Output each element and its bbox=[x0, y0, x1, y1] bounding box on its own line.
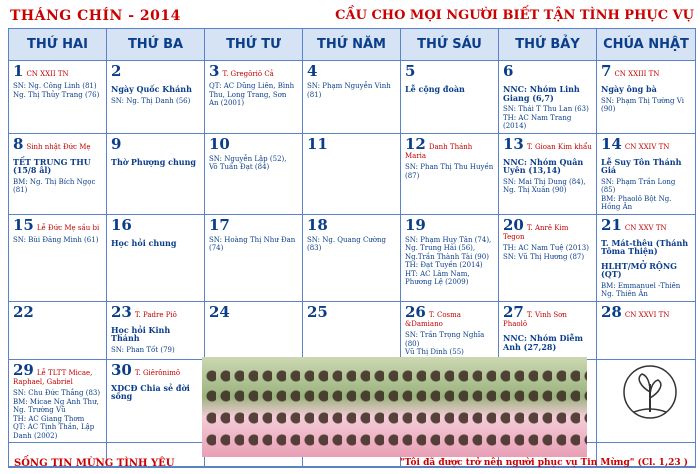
liturgy-note: CN XXII TN bbox=[26, 70, 69, 78]
liturgy-note: T. Vinh Sơn Phaolô bbox=[503, 310, 567, 328]
detail-line: BM: Ng. Thị Bích Ngọc (81) bbox=[13, 177, 96, 194]
day-number: 14 bbox=[601, 134, 622, 153]
event: NNC: Nhóm Linh Giang (6,7) bbox=[503, 84, 580, 103]
day-cell-9 bbox=[107, 134, 205, 215]
day-header-5: THỨ SÁU bbox=[401, 29, 499, 61]
detail-line: Vũ Thị Dinh (55) bbox=[405, 348, 464, 356]
day-header-2: THỨ BA bbox=[107, 29, 205, 61]
day-number: 24 bbox=[209, 302, 230, 321]
day-number: 5 bbox=[405, 62, 416, 80]
detail-line: SN: Phạm Nguyễn Vinh (81) bbox=[307, 82, 391, 99]
liturgy-note: Sinh nhật Đức Mẹ bbox=[26, 142, 91, 151]
detail-line: SN: Nguyễn Lập (52), bbox=[209, 154, 287, 163]
event: Ngày Quốc Khánh bbox=[111, 84, 192, 94]
event: Thờ Phượng chung bbox=[111, 156, 196, 167]
detail-line: Ng. Thị Thủy Trang (76) bbox=[13, 90, 100, 99]
day-number: 1 bbox=[13, 62, 24, 80]
event: NNC: Nhóm Quân Uyên (13,14) bbox=[503, 156, 584, 175]
day-cell-5 bbox=[401, 61, 499, 134]
day-cell-10 bbox=[205, 134, 303, 215]
day-number: 13 bbox=[503, 134, 524, 153]
day-cell-25 bbox=[303, 302, 401, 360]
detail-line: SN: Ng. Thị Danh (56) bbox=[111, 96, 191, 105]
detail-line: Ng.Trần Thành Tài (90) bbox=[405, 252, 489, 261]
liturgy-note: CN XXIV TN bbox=[624, 142, 670, 151]
month-title: THÁNG CHÍN - 2014 bbox=[10, 8, 181, 24]
day-number: 11 bbox=[307, 134, 328, 153]
day-header-1: THỨ HAI bbox=[9, 29, 107, 61]
day-number: 23 bbox=[111, 302, 132, 321]
detail-line: TH: AC Nam Trang (2014) bbox=[503, 113, 572, 130]
day-number: 12 bbox=[405, 134, 426, 153]
footer-quote: "Tôi đã được trở nên người phục vụ Tin Mừng" (Cl. 1,23 ) bbox=[399, 458, 688, 468]
day-number: 10 bbox=[209, 134, 230, 153]
day-number: 18 bbox=[307, 215, 328, 234]
event: Học hỏi Kinh Thánh bbox=[111, 324, 171, 343]
detail-line: SN: Hoàng Thị Như Đan (74) bbox=[209, 235, 296, 252]
detail-line: SN: Bùi Đăng Minh (61) bbox=[13, 235, 99, 244]
liturgy-note: Lễ Đức Mẹ sầu bi bbox=[36, 223, 100, 232]
day-number: 20 bbox=[503, 215, 524, 234]
day-number: 22 bbox=[13, 302, 34, 321]
detail-line: SN: Phạm Huy Tân (74), bbox=[405, 235, 492, 244]
day-cell-7 bbox=[597, 61, 695, 134]
detail-line: SN: Phạm Thị Tường Vi (90) bbox=[601, 96, 684, 113]
day-header-7: CHÚA NHẬT bbox=[597, 29, 695, 61]
detail-line: Ng. Thiên Ân bbox=[601, 290, 648, 298]
liturgy-note: T. Padre Piô bbox=[134, 310, 177, 319]
day-number: 8 bbox=[13, 134, 24, 153]
day-cell-3 bbox=[205, 61, 303, 134]
day-number: 21 bbox=[601, 215, 622, 234]
detail-line: TH: AC Giang Thơm bbox=[13, 414, 85, 423]
day-cell-15 bbox=[9, 215, 107, 302]
event: XDCĐ Chia sẻ đời sống bbox=[111, 382, 190, 401]
event: NNC: Nhóm Diễm Anh (27,28) bbox=[503, 333, 583, 352]
detail-line: BM: Phaolô Bột Ng. Hồng Ân bbox=[601, 194, 672, 211]
liturgy-note: CN XXIII TN bbox=[614, 70, 660, 78]
day-cell-14 bbox=[597, 134, 695, 215]
liturgy-note: T. Gioan Kim khẩu bbox=[526, 142, 592, 151]
detail-line: SN: Thái T Thu Lan (63) bbox=[503, 105, 589, 113]
day-number: 2 bbox=[111, 62, 122, 80]
liturgy-note: T. Gregôriô Cả bbox=[222, 70, 274, 78]
event: TẾT TRUNG THU (15/8 âl) bbox=[13, 156, 91, 175]
detail-line: SN: Ng. Công Linh (81) bbox=[13, 82, 97, 90]
day-cell-26 bbox=[401, 302, 499, 360]
day-cell-27 bbox=[499, 302, 597, 360]
day-cell-6 bbox=[499, 61, 597, 134]
liturgy-note: Lễ TLTT Micae, Raphael, Gabriel bbox=[13, 368, 93, 386]
day-cell-16 bbox=[107, 215, 205, 302]
day-number: 15 bbox=[13, 215, 34, 234]
day-cell-22 bbox=[9, 302, 107, 360]
day-number: 16 bbox=[111, 215, 132, 234]
detail-line: BM: Emmanuel -Thiên bbox=[601, 281, 681, 290]
detail-line: Ng. Trung Hải (56), bbox=[405, 244, 476, 252]
liturgy-note: CN XXVI TN bbox=[624, 310, 670, 319]
day-number: 9 bbox=[111, 134, 122, 153]
liturgy-note: T. Anrê Kim Tegon bbox=[503, 223, 569, 241]
event: Lễ Suy Tôn Thánh Giá bbox=[601, 156, 682, 175]
event: Lễ cộng đoàn bbox=[405, 84, 465, 94]
detail-line: Võ Tuấn Đạt (84) bbox=[209, 163, 270, 171]
day-number: 3 bbox=[209, 62, 220, 80]
day-cell-17 bbox=[205, 215, 303, 302]
day-number: 30 bbox=[111, 360, 132, 379]
detail-line: SN: Trần Trọng Nghĩa (80) bbox=[405, 331, 485, 348]
day-header-4: THỨ NĂM bbox=[303, 29, 401, 61]
liturgy-note: T. Giêrônimô bbox=[134, 368, 181, 377]
event: Học hỏi chung bbox=[111, 237, 177, 248]
day-cell-28 bbox=[597, 302, 695, 360]
day-cell-4 bbox=[303, 61, 401, 134]
day-number: 6 bbox=[503, 62, 514, 80]
detail-line: SN: Mai Thị Dung (84), bbox=[503, 177, 586, 186]
detail-line: QT: AC Tịnh Thần, Lập Danh (2002) bbox=[13, 423, 95, 440]
detail-line: SN: Ng. Quang Cường (83) bbox=[307, 235, 387, 252]
day-cell-11 bbox=[303, 134, 401, 215]
day-number: 7 bbox=[601, 62, 612, 80]
detail-line: SN: Vũ Thị Hương (87) bbox=[503, 252, 585, 261]
liturgy-note: T. Cosma &Damiano bbox=[405, 310, 461, 328]
detail-line: Ng. Thị Xuân (90) bbox=[503, 186, 567, 194]
day-number: 26 bbox=[405, 302, 426, 321]
detail-line: TH: AC Nam Tuệ (2013) bbox=[503, 244, 589, 252]
detail-line: SN: Phạm Trần Long (85) bbox=[601, 177, 676, 194]
detail-line: BM: Micae Ng Anh Thư, Ng. Trường Vũ bbox=[13, 397, 99, 414]
detail-line: SN: Phan Tốt (79) bbox=[111, 345, 175, 354]
event-secondary: HLHT/MỞ RỘNG (QT) bbox=[601, 260, 677, 279]
day-cell-29 bbox=[9, 360, 107, 444]
event: T. Mát-thêu (Thánh Tôma Thiện) bbox=[601, 237, 689, 256]
day-cell-30 bbox=[107, 360, 205, 444]
day-cell-12 bbox=[401, 134, 499, 215]
day-number: 19 bbox=[405, 215, 426, 234]
day-number: 4 bbox=[307, 62, 318, 80]
detail-line: SN: Phan Thị Thu Huyền (87) bbox=[405, 163, 494, 180]
event: Ngày ông bà bbox=[601, 84, 657, 94]
day-cell-21 bbox=[597, 215, 695, 302]
day-number: 29 bbox=[13, 360, 34, 379]
day-header-3: THỨ TƯ bbox=[205, 29, 303, 61]
detail-line: HT: AC Lâm Nam, Phương Lệ (2009) bbox=[405, 269, 470, 286]
plant-logo bbox=[620, 362, 680, 422]
detail-line: SN: Chu Đức Thắng (83) bbox=[13, 389, 101, 397]
day-cell-23 bbox=[107, 302, 205, 360]
day-cell-18 bbox=[303, 215, 401, 302]
footer-motto: SỐNG TIN MỪNG TÌNH YÊU bbox=[14, 458, 175, 469]
day-cell-2 bbox=[107, 61, 205, 134]
day-header-6: THỨ BẢY bbox=[499, 29, 597, 61]
day-cell-13 bbox=[499, 134, 597, 215]
day-number: 27 bbox=[503, 302, 524, 321]
day-cell-8 bbox=[9, 134, 107, 215]
day-cell-20 bbox=[499, 215, 597, 302]
prayer-intention: CẦU CHO MỌI NGƯỜI BIẾT TẬN TÌNH PHỤC VỤ bbox=[335, 8, 694, 23]
detail-line: TH: Đạt Tuyền (2014) bbox=[405, 261, 483, 269]
day-cell-24 bbox=[205, 302, 303, 360]
day-number: 25 bbox=[307, 302, 328, 321]
liturgy-note: Danh Thánh Maria bbox=[405, 142, 473, 160]
group-photo bbox=[202, 357, 587, 457]
detail-line: QT: AC Dũng Liên, Bình Thu, Long Trang, Sơn An (2001) bbox=[209, 82, 295, 107]
liturgy-note: CN XXV TN bbox=[624, 223, 667, 232]
calendar-header bbox=[0, 0, 700, 28]
day-cell-19 bbox=[401, 215, 499, 302]
day-number: 17 bbox=[209, 215, 230, 234]
day-cell-1 bbox=[9, 61, 107, 134]
day-number: 28 bbox=[601, 302, 622, 321]
